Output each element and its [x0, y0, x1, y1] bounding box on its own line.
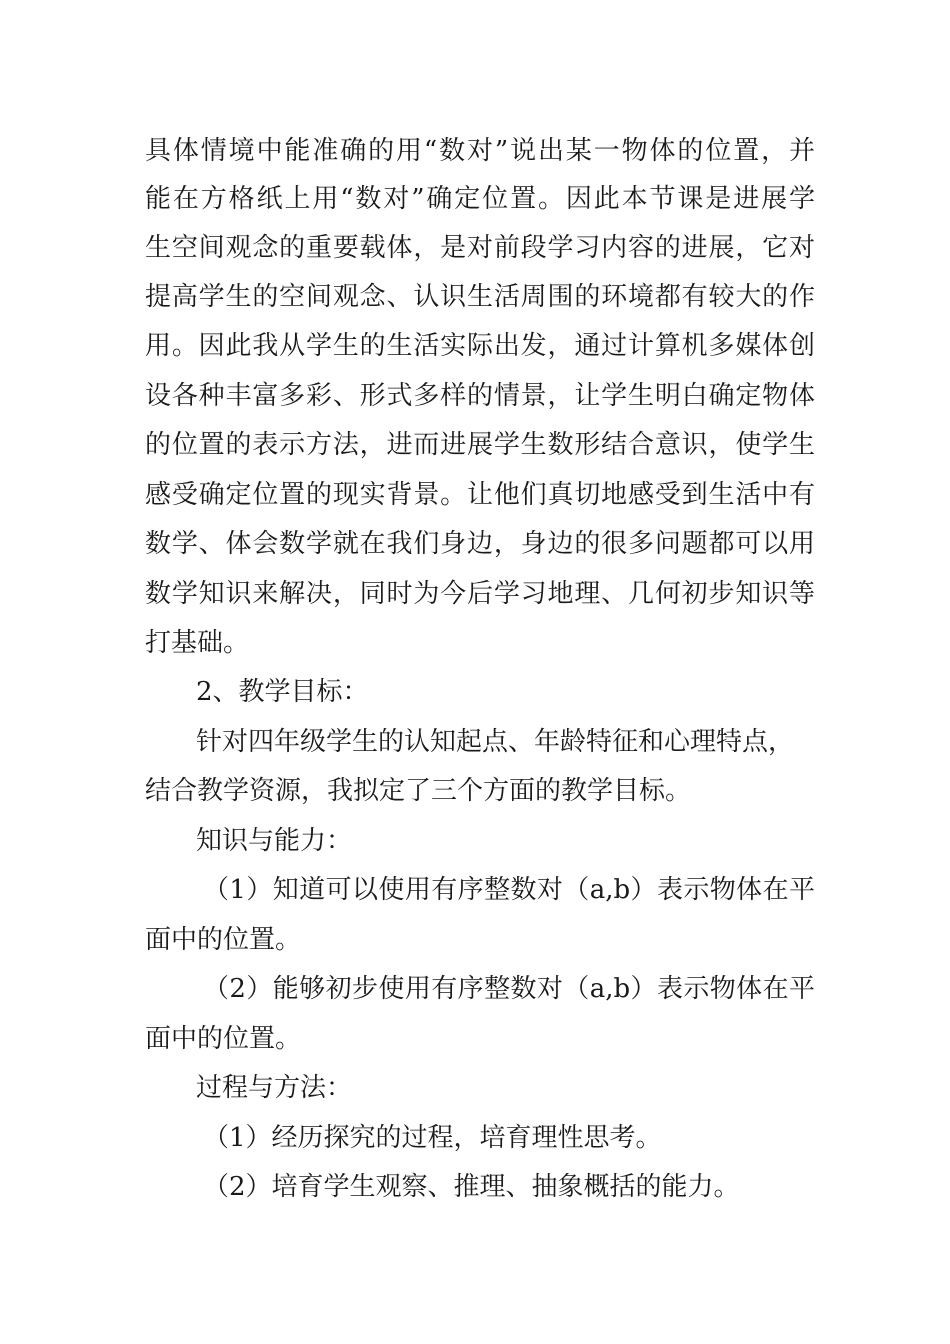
body-text-line: 感受确定位置的现实背景。让他们真切地感受到生活中有: [145, 480, 815, 510]
body-text-line: 打基础。: [145, 628, 250, 658]
body-text-line: 设各种丰富多彩、形式多样的情景，让学生明白确定物体: [145, 381, 815, 411]
paragraph-first-line: 针对四年级学生的认知起点、年龄特征和心理特点，: [196, 727, 795, 757]
body-text-line: 生空间观念的重要载体，是对前段学习内容的进展，它对: [145, 233, 815, 263]
subheading-process-method: 过程与方法：: [196, 1073, 353, 1103]
process-item-2: （2）培育学生观察、推理、抽象概括的能力。: [203, 1172, 740, 1202]
body-text-line: 结合教学资源，我拟定了三个方面的教学目标。: [145, 776, 692, 806]
body-text-line: 的位置的表示方法，进而进展学生数形结合意识，使学生: [145, 430, 815, 460]
body-text-line: 具体情境中能准确的用“数对”说出某一物体的位置，并: [145, 136, 815, 166]
body-text-line: 能在方格纸上用“数对”确定位置。因此本节课是进展学: [145, 184, 815, 214]
body-text-line: 用。因此我从学生的生活实际出发，通过计算机多媒体创: [145, 331, 815, 361]
body-text-line: 数学、体会数学就在我们身边，身边的很多问题都可以用: [145, 529, 815, 559]
subheading-knowledge-ability: 知识与能力：: [196, 826, 353, 856]
objective-item-2: （2）能够初步使用有序整数对（a,b）表示物体在平: [203, 974, 815, 1004]
body-text-line: 提高学生的空间观念、认识生活周围的环境都有较大的作: [145, 282, 815, 312]
body-text-line: 面中的位置。: [145, 925, 302, 955]
body-text-line: 数学知识来解决，同时为今后学习地理、几何初步知识等: [145, 579, 815, 609]
process-item-1: （1）经历探究的过程，培育理性思考。: [203, 1123, 662, 1153]
objective-item-1: （1）知道可以使用有序整数对（a,b）表示物体在平: [203, 875, 815, 905]
section-heading: 2、教学目标：: [196, 677, 369, 707]
body-text-line: 面中的位置。: [145, 1024, 302, 1054]
